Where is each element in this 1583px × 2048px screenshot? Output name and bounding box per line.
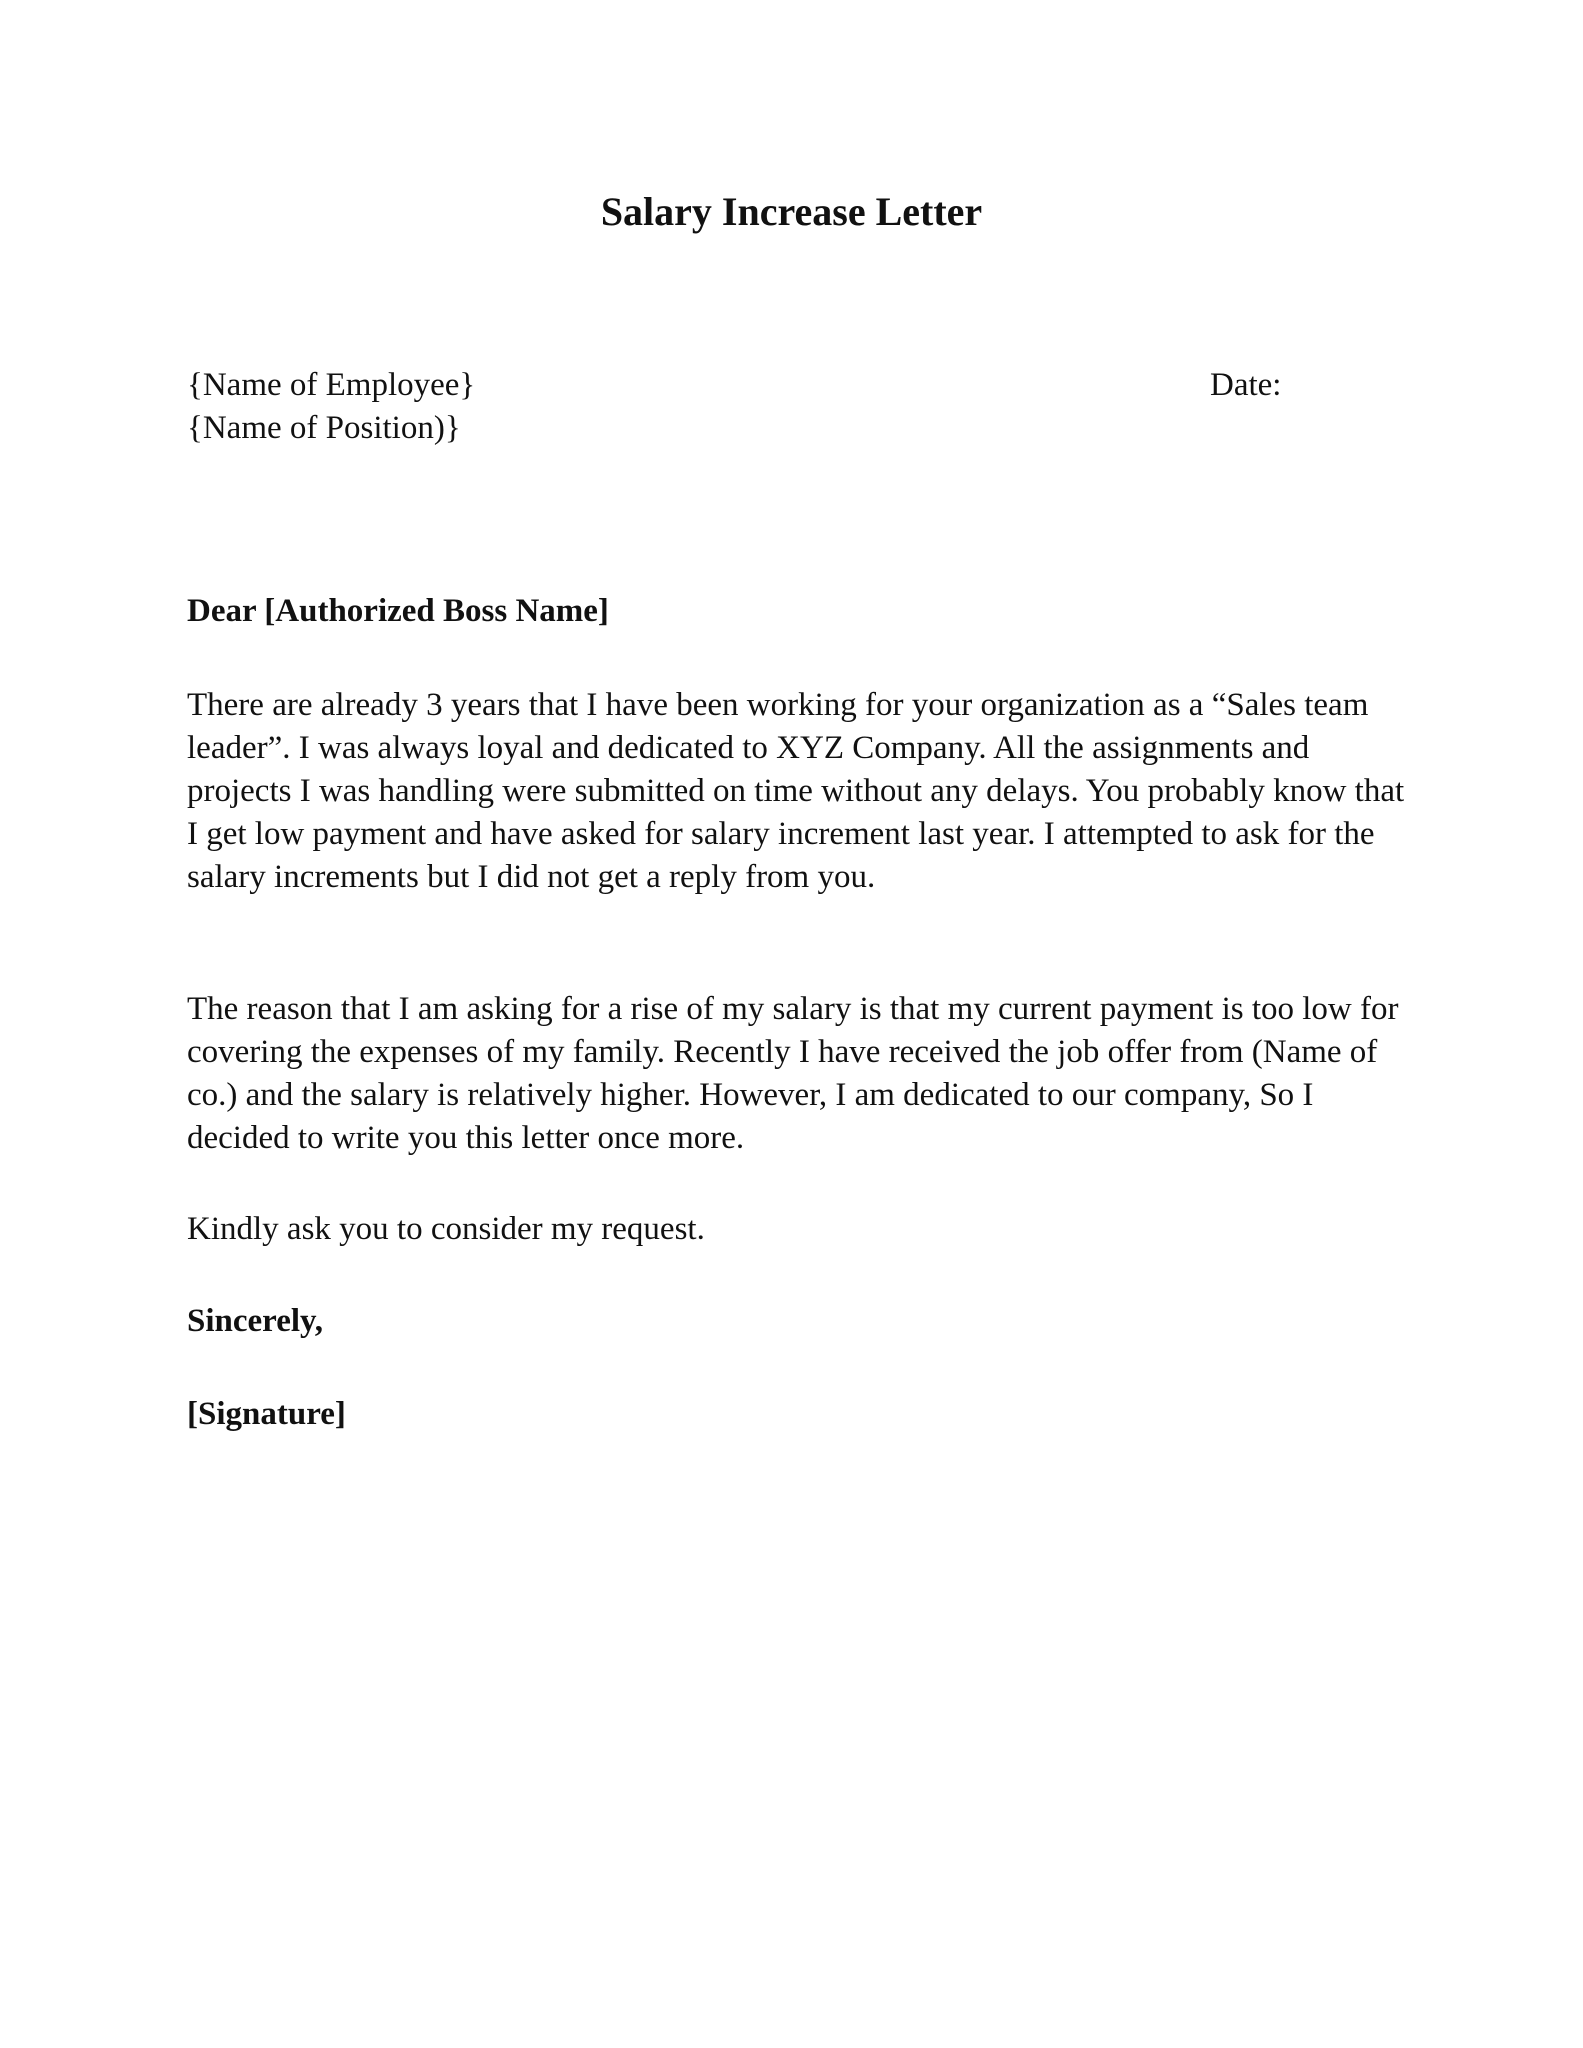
body-paragraph-1: There are already 3 years that I have been working for your organization as a “Sales team leader”. I was always loyal and dedicated to XYZ Company. All the assignments and projects I was handling were submitted on time without any delays. You probably know that I get low payment and have asked for salary increment last year. I attempted to ask for the salary increments but I did not get a reply from you. xyxy=(187,687,1405,895)
body-paragraph-3: Kindly ask you to consider my request. xyxy=(187,1211,705,1247)
date-label: Date: xyxy=(1210,367,1282,403)
salutation: Dear [Authorized Boss Name] xyxy=(187,593,609,629)
signature: [Signature] xyxy=(187,1396,346,1432)
closing: Sincerely, xyxy=(187,1303,323,1339)
sender-info xyxy=(187,364,475,450)
body-paragraph-2: The reason that I am asking for a rise of my salary is that my current payment is too low for covering the expenses of my family. Recently I have received the job offer from (Name of co.) and the salary is relatively higher. However, I am dedicated to our company, So I decided to write you this letter once more. xyxy=(187,991,1399,1156)
employee-name: {Name of Employee} xyxy=(187,367,476,403)
letter-title: Salary Increase Letter xyxy=(600,189,983,234)
position-name: {Name of Position)} xyxy=(187,410,461,446)
